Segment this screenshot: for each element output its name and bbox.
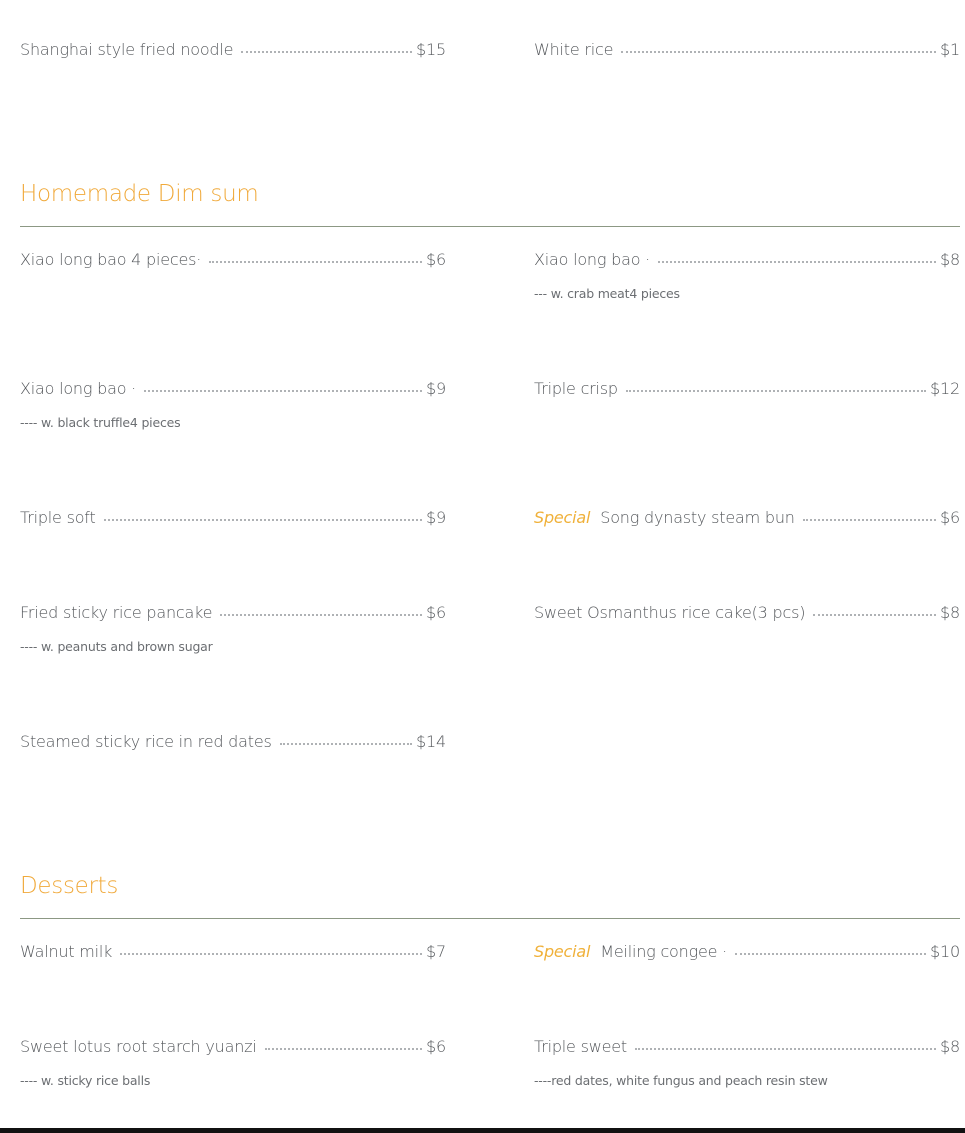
item-name: Xiao long bao · [534,250,651,269]
dot-leader [626,389,926,392]
item-name: Sweet Osmanthus rice cake(3 pcs) [534,603,806,622]
section-title-desserts: Desserts [20,873,119,899]
dot-leader [209,260,422,263]
item-price: $1 [940,40,960,59]
menu-item [534,603,960,625]
dot-leader [265,1047,422,1050]
item-price: $6 [426,1037,446,1056]
item-name: White rice [534,40,614,59]
item-price: $6 [940,508,960,527]
item-price: $14 [416,732,446,751]
menu-item [534,40,960,62]
item-price: $10 [930,942,960,961]
item-name: Steamed sticky rice in red dates [20,732,272,751]
section-divider [20,226,960,227]
menu-item [534,508,960,530]
item-price: $9 [426,508,446,527]
item-name: Xiao long bao 4 pieces· [20,250,202,269]
section-title-dimsum: Homemade Dim sum [20,181,259,207]
menu-item [534,379,960,401]
item-note: --- w. crab meat4 pieces [534,286,680,301]
special-tag: Special [534,508,591,527]
special-tag: Special [534,942,591,961]
menu-item [534,250,960,301]
dot-leader [635,1047,936,1050]
dot-leader [280,742,412,745]
dot-leader [621,50,936,53]
dot-leader [813,613,936,616]
item-price: $8 [940,1037,960,1056]
item-note: ---- w. black truffle4 pieces [20,415,181,430]
menu-item [20,603,446,654]
menu-item [534,942,960,964]
item-note: ----red dates, white fungus and peach resin stew [534,1073,828,1088]
menu-item [20,379,446,430]
dot-leader [120,952,422,955]
item-price: $15 [416,40,446,59]
menu-item [20,40,446,62]
item-price: $6 [426,250,446,269]
menu-item [534,1037,960,1088]
item-price: $8 [940,603,960,622]
item-name: Walnut milk [20,942,113,961]
item-price: $9 [426,379,446,398]
menu-item [20,732,446,754]
dot-leader [735,952,926,955]
item-note: ---- w. sticky rice balls [20,1073,151,1088]
dot-leader [220,613,422,616]
menu-item [20,942,446,964]
section-divider [20,918,960,919]
dot-leader [803,518,936,521]
item-note: ---- w. peanuts and brown sugar [20,639,213,654]
item-name: Meiling congee · [600,942,728,961]
dot-leader [144,389,422,392]
item-name: Triple soft [20,508,96,527]
item-name: Song dynasty steam bun [600,508,795,527]
menu-item [20,250,446,272]
item-price: $8 [940,250,960,269]
item-price: $12 [930,379,960,398]
item-name: Fried sticky rice pancake [20,603,213,622]
dot-leader [658,260,936,263]
item-price: $7 [426,942,446,961]
item-price: $6 [426,603,446,622]
item-name: Xiao long bao · [20,379,137,398]
menu-item [20,508,446,530]
bottom-border [0,1128,965,1133]
dot-leader [104,518,423,521]
item-name: Triple sweet [534,1037,627,1056]
item-name: Triple crisp [534,379,618,398]
dot-leader [241,50,412,53]
menu-item [20,1037,446,1088]
item-name: Shanghai style fried noodle [20,40,234,59]
item-name: Sweet lotus root starch yuanzi [20,1037,257,1056]
